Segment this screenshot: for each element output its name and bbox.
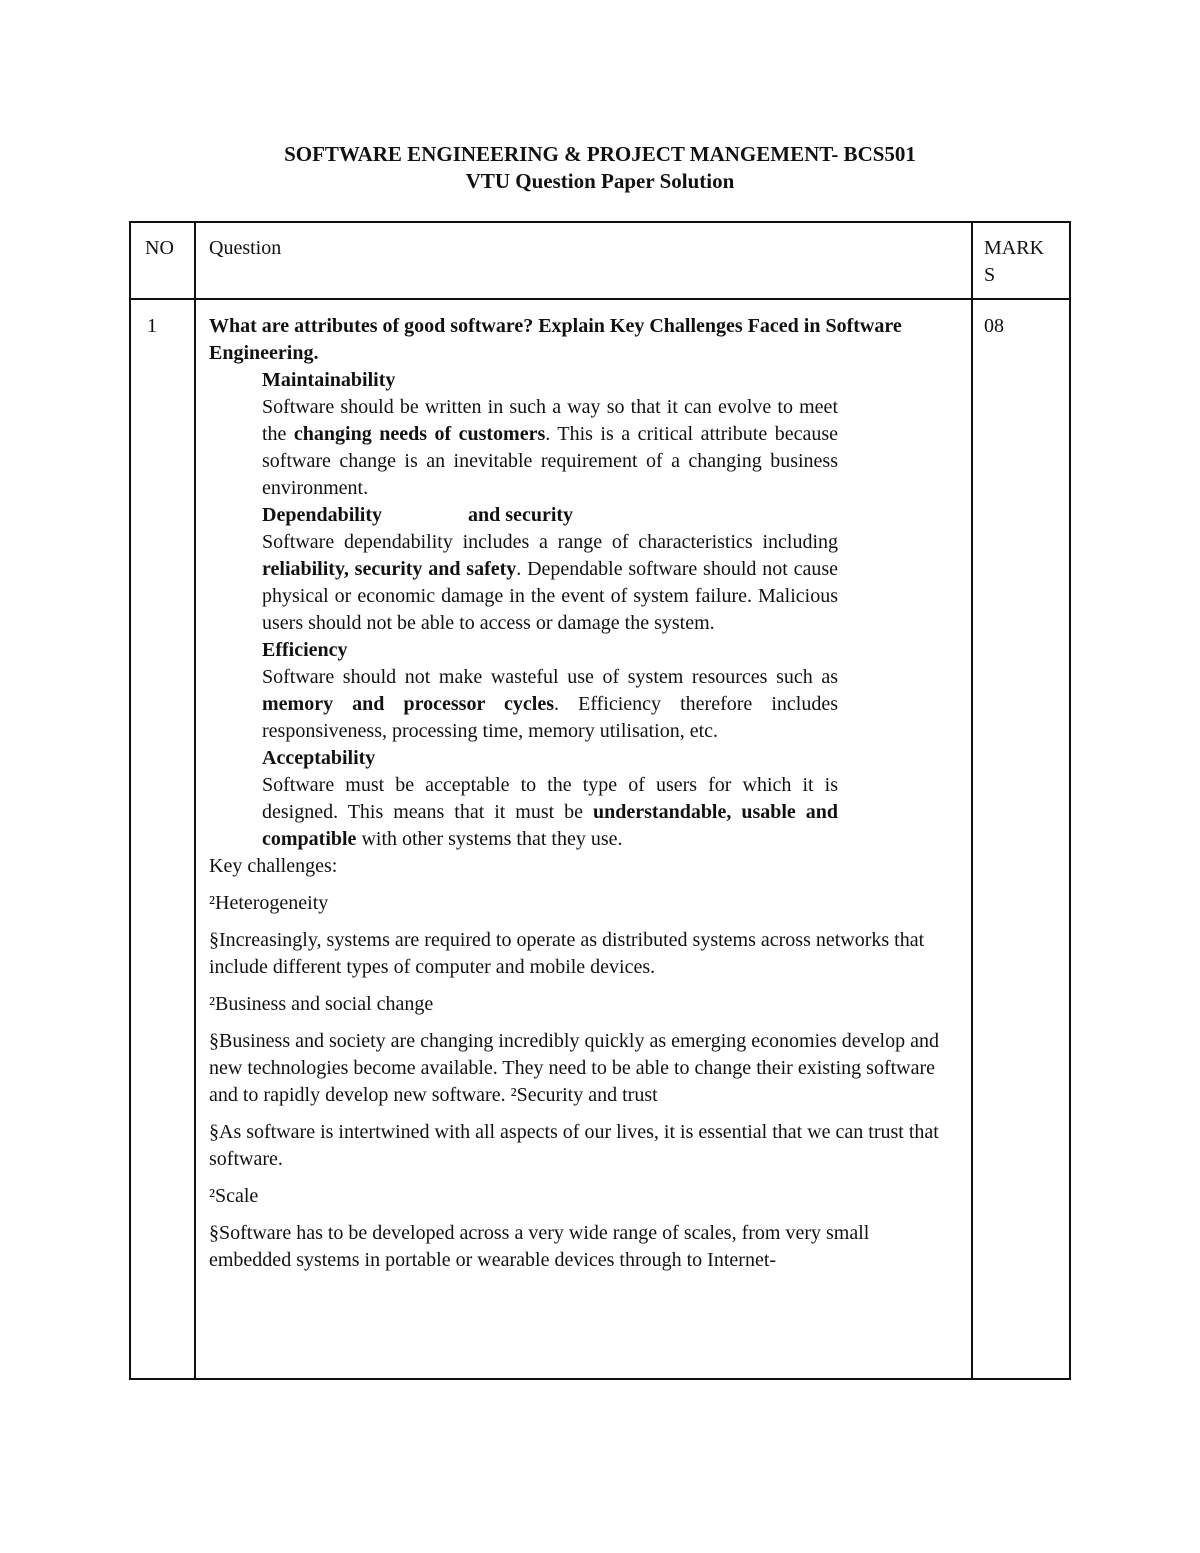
header-question: Question: [209, 237, 282, 259]
attribute-description: Software should be written in such a way so that it can evolve to meet the changing needs of customers. This is a critical attribute because software change is an inevitable requirement of a changing business environment.: [262, 396, 838, 499]
document-subtitle: VTU Question Paper Solution: [465, 169, 735, 193]
header-marks: MARKS: [984, 237, 1045, 286]
question-number: 1: [147, 315, 157, 337]
attribute-description: Software must be acceptable to the type of users for which it is designed. This means that it must be understandable, usable and compatible with other systems that they use.: [262, 774, 839, 850]
attributes-list: [262, 367, 838, 853]
header-divider: [131, 298, 1069, 300]
challenge-text: §Business and society are changing incredibly quickly as emerging economies develop and new technologies become available. They need to be able to change their existing software and to rapidly develop new software. ²Security and trust: [209, 1030, 939, 1106]
question-text: What are attributes of good software? Explain Key Challenges Faced in Software Engineering.: [209, 315, 902, 364]
question-marks: 08: [984, 315, 1004, 337]
attribute-description: Software should not make wasteful use of system resources such as memory and processor cycles. Efficiency therefore includes responsiveness, processing time, memory utilisation, etc.: [262, 666, 838, 742]
attribute-heading: Maintainability: [262, 369, 396, 391]
attribute-heading: Efficiency: [262, 639, 348, 661]
challenge-text: §Increasingly, systems are required to operate as distributed systems across networks that include different types of computer and mobile devices.: [209, 929, 925, 978]
header-no: NO: [145, 237, 174, 259]
document-title: SOFTWARE ENGINEERING & PROJECT MANGEMENT- BCS501: [284, 142, 916, 166]
question-cell: [209, 313, 949, 1274]
attribute-heading: Dependability and security: [262, 504, 574, 526]
attribute-description: Software dependability includes a range of characteristics including reliability, security and safety. Dependable software should not cause physical or economic damage in the event of system failure. Malicious users should not be able to access or damage the system.: [262, 531, 838, 634]
challenge-heading: ²Scale: [209, 1185, 259, 1207]
challenge-text: §Software has to be developed across a very wide range of scales, from very small embedded systems in portable or wearable devices through to Internet-: [209, 1222, 870, 1271]
challenge-heading: ²Heterogeneity: [209, 892, 329, 914]
column-divider: [971, 223, 973, 1378]
challenge-text: §As software is intertwined with all aspects of our lives, it is essential that we can trust that software.: [209, 1121, 939, 1170]
attribute-heading: Acceptability: [262, 747, 376, 769]
column-divider: [194, 223, 196, 1378]
solution-table: [129, 221, 1071, 1380]
challenge-heading: ²Business and social change: [209, 993, 434, 1015]
key-challenges-label: Key challenges:: [209, 855, 338, 877]
